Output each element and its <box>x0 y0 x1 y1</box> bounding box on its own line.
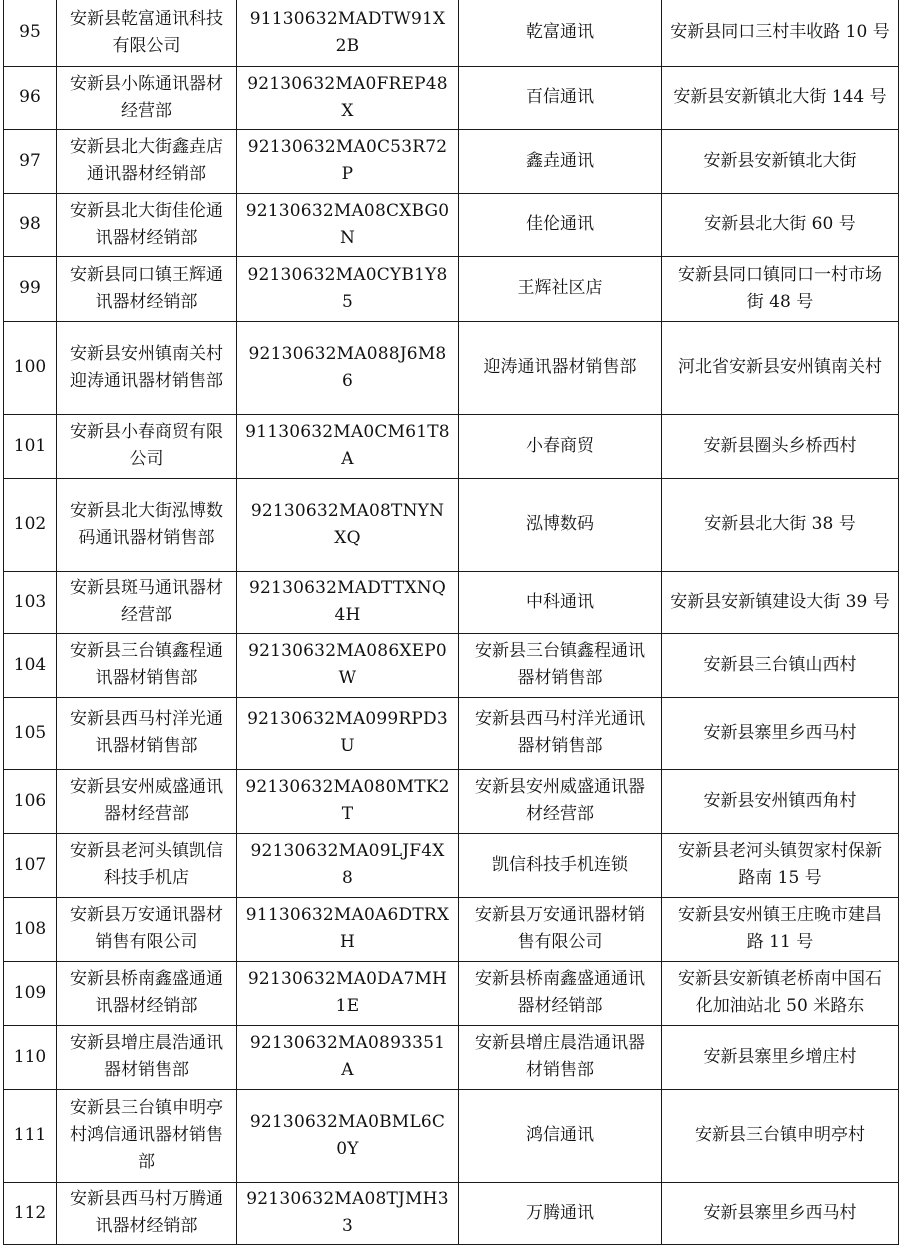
table-row <box>4 193 899 256</box>
table-row <box>4 833 899 897</box>
shop-address: 安新县圈头乡桥西村 <box>662 414 899 478</box>
credit-code: 92130632MADTTXNQ4H <box>237 571 459 633</box>
credit-code: 92130632MA0CYB1Y85 <box>237 256 459 321</box>
company-name: 安新县西马村洋光通讯器材销售部 <box>57 697 237 769</box>
company-name: 安新县小春商贸有限公司 <box>57 414 237 478</box>
credit-code: 92130632MA09LJF4X8 <box>237 833 459 897</box>
company-name: 安新县北大街泓博数码通讯器材销售部 <box>57 478 237 571</box>
shop-name: 安新县三台镇鑫程通讯器材销售部 <box>459 633 662 697</box>
table-row <box>4 1025 899 1089</box>
company-name: 安新县桥南鑫盛通通讯器材经销部 <box>57 961 237 1025</box>
shop-name: 安新县西马村洋光通讯器材销售部 <box>459 697 662 769</box>
row-number: 97 <box>4 129 57 193</box>
row-number: 110 <box>4 1025 57 1089</box>
company-name: 安新县斑马通讯器材经营部 <box>57 571 237 633</box>
shop-name: 迎涛通讯器材销售部 <box>459 321 662 414</box>
shop-address: 安新县安新镇北大街 <box>662 129 899 193</box>
shop-address: 安新县同口镇同口一村市场街 48 号 <box>662 256 899 321</box>
shop-name: 佳伦通讯 <box>459 193 662 256</box>
credit-code: 92130632MA0C53R72P <box>237 129 459 193</box>
credit-code: 92130632MA0FREP48X <box>237 66 459 129</box>
shop-address: 安新县北大街 38 号 <box>662 478 899 571</box>
row-number: 102 <box>4 478 57 571</box>
shop-address: 安新县三台镇申明亭村 <box>662 1089 899 1182</box>
company-name: 安新县安州威盛通讯器材经营部 <box>57 769 237 833</box>
credit-code: 92130632MA099RPD3U <box>237 697 459 769</box>
shop-address: 安新县同口三村丰收路 10 号 <box>662 0 899 66</box>
table-row <box>4 769 899 833</box>
credit-code: 92130632MA088J6M86 <box>237 321 459 414</box>
row-number: 96 <box>4 66 57 129</box>
row-number: 95 <box>4 0 57 66</box>
shop-address: 安新县三台镇山西村 <box>662 633 899 697</box>
shop-address: 安新县老河头镇贺家村保新路南 15 号 <box>662 833 899 897</box>
company-name: 安新县万安通讯器材销售有限公司 <box>57 897 237 961</box>
shop-address: 安新县寨里乡西马村 <box>662 697 899 769</box>
credit-code: 92130632MA0BML6C0Y <box>237 1089 459 1182</box>
table-row <box>4 66 899 129</box>
shop-name: 安新县万安通讯器材销售有限公司 <box>459 897 662 961</box>
shop-name: 王辉社区店 <box>459 256 662 321</box>
credit-code: 91130632MA0CM61T8A <box>237 414 459 478</box>
row-number: 101 <box>4 414 57 478</box>
table-row <box>4 414 899 478</box>
credit-code: 92130632MA080MTK2T <box>237 769 459 833</box>
shop-address: 安新县安新镇老桥南中国石化加油站北 50 米路东 <box>662 961 899 1025</box>
row-number: 107 <box>4 833 57 897</box>
company-name: 安新县老河头镇凯信科技手机店 <box>57 833 237 897</box>
shop-name: 凯信科技手机连锁 <box>459 833 662 897</box>
credit-code: 92130632MA0893351A <box>237 1025 459 1089</box>
table-row <box>4 1089 899 1182</box>
credit-code: 92130632MA08TJMH33 <box>237 1182 459 1244</box>
shop-name: 百信通讯 <box>459 66 662 129</box>
row-number: 98 <box>4 193 57 256</box>
row-number: 104 <box>4 633 57 697</box>
table-row <box>4 478 899 571</box>
credit-code: 92130632MA0DA7MH1E <box>237 961 459 1025</box>
credit-code: 92130632MA08CXBG0N <box>237 193 459 256</box>
credit-code: 92130632MA086XEP0W <box>237 633 459 697</box>
shop-name: 小春商贸 <box>459 414 662 478</box>
row-number: 106 <box>4 769 57 833</box>
row-number: 103 <box>4 571 57 633</box>
shop-address: 安新县寨里乡西马村 <box>662 1182 899 1244</box>
table-row <box>4 1182 899 1244</box>
company-name: 安新县北大街佳伦通讯器材经销部 <box>57 193 237 256</box>
row-number: 99 <box>4 256 57 321</box>
shop-address: 安新县安州镇西角村 <box>662 769 899 833</box>
company-name: 安新县三台镇申明亭村鸿信通讯器材销售部 <box>57 1089 237 1182</box>
credit-code: 92130632MA08TNYNXQ <box>237 478 459 571</box>
table-row <box>4 256 899 321</box>
company-name: 安新县小陈通讯器材经营部 <box>57 66 237 129</box>
shop-address: 河北省安新县安州镇南关村 <box>662 321 899 414</box>
company-name: 安新县乾富通讯科技有限公司 <box>57 0 237 66</box>
table-row <box>4 697 899 769</box>
shop-address: 安新县北大街 60 号 <box>662 193 899 256</box>
table-row <box>4 129 899 193</box>
table-row <box>4 571 899 633</box>
row-number: 111 <box>4 1089 57 1182</box>
row-number: 105 <box>4 697 57 769</box>
shop-name: 万腾通讯 <box>459 1182 662 1244</box>
company-name: 安新县西马村万腾通讯器材经销部 <box>57 1182 237 1244</box>
registry-table <box>3 0 899 1245</box>
shop-name: 中科通讯 <box>459 571 662 633</box>
table-body <box>4 0 899 1244</box>
row-number: 108 <box>4 897 57 961</box>
shop-name: 乾富通讯 <box>459 0 662 66</box>
table-row <box>4 633 899 697</box>
shop-address: 安新县寨里乡增庄村 <box>662 1025 899 1089</box>
shop-address: 安新县安新镇北大街 144 号 <box>662 66 899 129</box>
company-name: 安新县增庄晨浩通讯器材销售部 <box>57 1025 237 1089</box>
shop-address: 安新县安州镇王庄晚市建昌路 11 号 <box>662 897 899 961</box>
table-row <box>4 0 899 66</box>
shop-address: 安新县安新镇建设大街 39 号 <box>662 571 899 633</box>
shop-name: 鸿信通讯 <box>459 1089 662 1182</box>
shop-name: 泓博数码 <box>459 478 662 571</box>
credit-code: 91130632MA0A6DTRXH <box>237 897 459 961</box>
company-name: 安新县同口镇王辉通讯器材经销部 <box>57 256 237 321</box>
shop-name: 安新县桥南鑫盛通通讯器材经销部 <box>459 961 662 1025</box>
company-name: 安新县安州镇南关村迎涛通讯器材销售部 <box>57 321 237 414</box>
company-name: 安新县北大街鑫垚店通讯器材经销部 <box>57 129 237 193</box>
shop-name: 鑫垚通讯 <box>459 129 662 193</box>
company-name: 安新县三台镇鑫程通讯器材销售部 <box>57 633 237 697</box>
table-row <box>4 961 899 1025</box>
shop-name: 安新县增庄晨浩通讯器材销售部 <box>459 1025 662 1089</box>
table-row <box>4 321 899 414</box>
table-row <box>4 897 899 961</box>
row-number: 112 <box>4 1182 57 1244</box>
shop-name: 安新县安州威盛通讯器材经营部 <box>459 769 662 833</box>
row-number: 109 <box>4 961 57 1025</box>
credit-code: 91130632MADTW91X2B <box>237 0 459 66</box>
row-number: 100 <box>4 321 57 414</box>
